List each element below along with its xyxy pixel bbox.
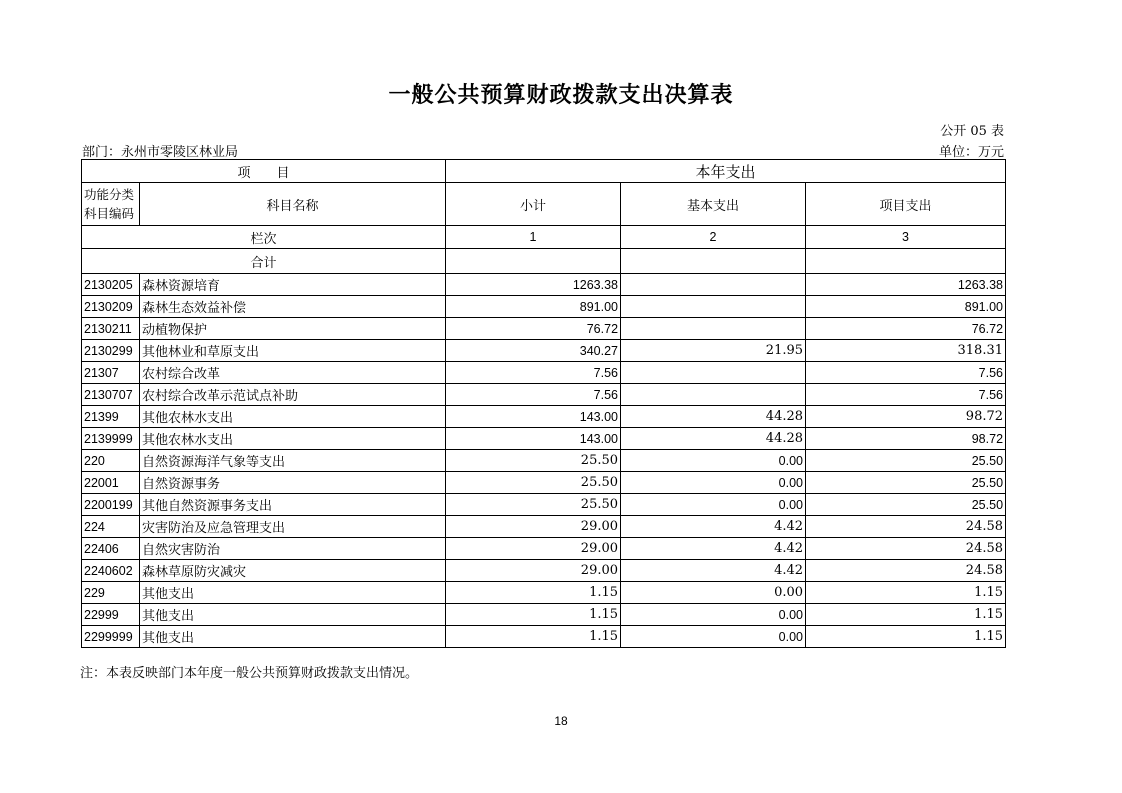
page-number: 18 — [554, 714, 568, 728]
row-code: 220 — [82, 450, 140, 472]
header-row-columns — [82, 183, 1006, 226]
row-project: 24.58 — [806, 516, 1006, 538]
row-project: 1.15 — [806, 582, 1006, 604]
row-code: 21399 — [82, 406, 140, 428]
table-row — [82, 450, 1006, 472]
row-project: 25.50 — [806, 472, 1006, 494]
row-subtotal: 29.00 — [446, 560, 621, 582]
row-project: 1.15 — [806, 604, 1006, 626]
table-row — [82, 538, 1006, 560]
row-subtotal: 25.50 — [446, 450, 621, 472]
row-name: 其他林业和草原支出 — [140, 340, 446, 362]
row-basic: 0.00 — [621, 494, 806, 516]
header-name-label: 科目名称 — [140, 183, 446, 226]
table-row — [82, 318, 1006, 340]
expenditure-table — [81, 159, 1006, 648]
row-subtotal: 143.00 — [446, 406, 621, 428]
header-current-year: 本年支出 — [446, 160, 1006, 183]
row-basic: 0.00 — [621, 472, 806, 494]
row-basic: 4.42 — [621, 516, 806, 538]
row-code: 22001 — [82, 472, 140, 494]
row-basic: 44.28 — [621, 406, 806, 428]
row-subtotal: 29.00 — [446, 516, 621, 538]
row-subtotal: 1.15 — [446, 626, 621, 648]
row-subtotal: 76.72 — [446, 318, 621, 340]
row-basic — [621, 318, 806, 340]
form-number: 公开 05 表 — [940, 124, 1004, 139]
row-code: 2299999 — [82, 626, 140, 648]
row-basic: 4.42 — [621, 560, 806, 582]
column-number-2: 2 — [621, 226, 806, 249]
table-row — [82, 494, 1006, 516]
row-name: 森林生态效益补偿 — [140, 296, 446, 318]
row-subtotal: 7.56 — [446, 362, 621, 384]
row-code: 2200199 — [82, 494, 140, 516]
row-subtotal: 1.15 — [446, 604, 621, 626]
column-number-1: 1 — [446, 226, 621, 249]
row-name: 其他自然资源事务支出 — [140, 494, 446, 516]
header-subtotal: 小计 — [446, 183, 621, 226]
row-project: 891.00 — [806, 296, 1006, 318]
row-name: 其他支出 — [140, 582, 446, 604]
row-project: 25.50 — [806, 450, 1006, 472]
row-code: 2130707 — [82, 384, 140, 406]
row-code: 229 — [82, 582, 140, 604]
total-label: 合计 — [82, 249, 446, 274]
row-name: 森林资源培育 — [140, 274, 446, 296]
row-name: 其他支出 — [140, 604, 446, 626]
row-project: 7.56 — [806, 362, 1006, 384]
department-label: 部门：永州市零陵区林业局 — [82, 145, 239, 160]
column-number-row — [82, 226, 1006, 249]
row-subtotal: 25.50 — [446, 472, 621, 494]
row-project: 98.72 — [806, 428, 1006, 450]
row-name: 自然资源海洋气象等支出 — [140, 450, 446, 472]
row-code: 224 — [82, 516, 140, 538]
row-name: 森林草原防灾减灾 — [140, 560, 446, 582]
table-row — [82, 406, 1006, 428]
table-row — [82, 384, 1006, 406]
row-subtotal: 25.50 — [446, 494, 621, 516]
row-code: 2130211 — [82, 318, 140, 340]
row-basic — [621, 296, 806, 318]
row-basic: 21.95 — [621, 340, 806, 362]
row-subtotal: 340.27 — [446, 340, 621, 362]
row-code: 2130209 — [82, 296, 140, 318]
row-code: 2240602 — [82, 560, 140, 582]
row-basic: 0.00 — [621, 582, 806, 604]
table-row — [82, 472, 1006, 494]
row-name: 其他农林水支出 — [140, 428, 446, 450]
header-basic: 基本支出 — [621, 183, 806, 226]
row-name: 其他支出 — [140, 626, 446, 648]
row-subtotal: 891.00 — [446, 296, 621, 318]
row-project: 1.15 — [806, 626, 1006, 648]
total-basic — [621, 249, 806, 274]
header-code-label: 功能分类科目编码 — [82, 183, 140, 226]
table-row — [82, 626, 1006, 648]
row-code: 21307 — [82, 362, 140, 384]
table-row — [82, 516, 1006, 538]
column-number-3: 3 — [806, 226, 1006, 249]
table-row — [82, 428, 1006, 450]
row-name: 其他农林水支出 — [140, 406, 446, 428]
header-item: 项 目 — [82, 160, 446, 183]
row-basic — [621, 384, 806, 406]
row-subtotal: 1263.38 — [446, 274, 621, 296]
table-row — [82, 340, 1006, 362]
table-row — [82, 362, 1006, 384]
table-row — [82, 604, 1006, 626]
row-name: 农村综合改革示范试点补助 — [140, 384, 446, 406]
row-name: 农村综合改革 — [140, 362, 446, 384]
row-subtotal: 1.15 — [446, 582, 621, 604]
row-project: 7.56 — [806, 384, 1006, 406]
row-subtotal: 143.00 — [446, 428, 621, 450]
row-name: 自然灾害防治 — [140, 538, 446, 560]
row-basic: 4.42 — [621, 538, 806, 560]
row-project: 318.31 — [806, 340, 1006, 362]
row-subtotal: 29.00 — [446, 538, 621, 560]
header-project: 项目支出 — [806, 183, 1006, 226]
row-code: 2130299 — [82, 340, 140, 362]
row-project: 76.72 — [806, 318, 1006, 340]
table-row — [82, 560, 1006, 582]
row-project: 98.72 — [806, 406, 1006, 428]
column-row-label: 栏次 — [82, 226, 446, 249]
row-basic — [621, 274, 806, 296]
row-basic: 44.28 — [621, 428, 806, 450]
row-basic — [621, 362, 806, 384]
total-subtotal — [446, 249, 621, 274]
document-title: 一般公共预算财政拨款支出决算表 — [388, 82, 734, 108]
row-name: 自然资源事务 — [140, 472, 446, 494]
table-row — [82, 296, 1006, 318]
row-project: 24.58 — [806, 538, 1006, 560]
row-basic: 0.00 — [621, 450, 806, 472]
row-basic: 0.00 — [621, 604, 806, 626]
row-code: 22999 — [82, 604, 140, 626]
row-project: 25.50 — [806, 494, 1006, 516]
header-row-top — [82, 160, 1006, 183]
row-code: 2130205 — [82, 274, 140, 296]
row-basic: 0.00 — [621, 626, 806, 648]
row-subtotal: 7.56 — [446, 384, 621, 406]
row-name: 动植物保护 — [140, 318, 446, 340]
row-code: 2139999 — [82, 428, 140, 450]
table-row — [82, 582, 1006, 604]
row-project: 24.58 — [806, 560, 1006, 582]
unit-label: 单位：万元 — [938, 145, 1004, 160]
total-project — [806, 249, 1006, 274]
total-row — [82, 249, 1006, 274]
row-project: 1263.38 — [806, 274, 1006, 296]
table-row — [82, 274, 1006, 296]
row-code: 22406 — [82, 538, 140, 560]
footnote: 注：本表反映部门本年度一般公共预算财政拨款支出情况。 — [80, 666, 419, 681]
row-name: 灾害防治及应急管理支出 — [140, 516, 446, 538]
